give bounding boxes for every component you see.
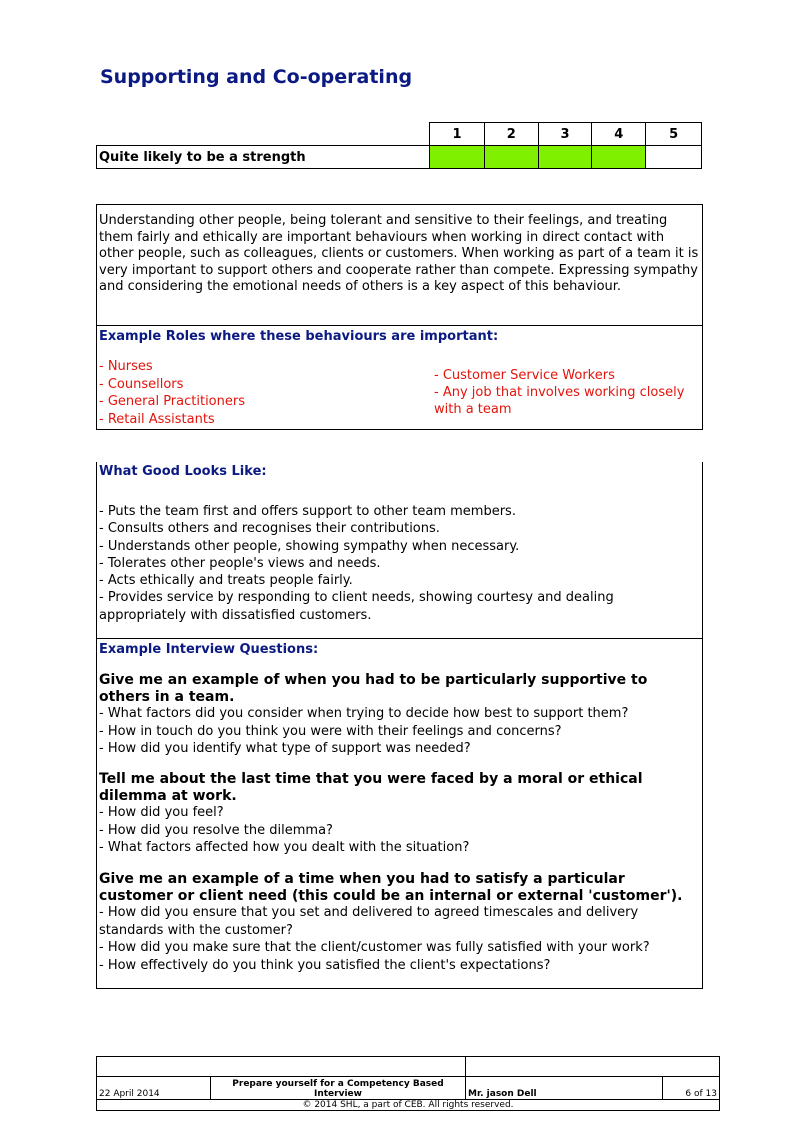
roles-list-left (99, 358, 245, 428)
question-block (99, 871, 699, 974)
footer-date: 22 April 2014 (97, 1077, 211, 1100)
rating-scale-1: 1 (430, 123, 485, 146)
rating-cell-1 (430, 146, 485, 169)
list-item: - How did you identify what type of support was needed? (99, 741, 471, 756)
competency-description: Understanding other people, being tolerant and sensitive to their feelings, and treating them fairly and ethically are important behaviours when working in direct contact with other people, such as colleagues, clients or customers. When working as part of a team it is very important to support others and cooperate rather than compete. Expressing sympathy and considering the emotional needs of others is a key aspect of this behaviour. (99, 213, 699, 294)
divider (97, 325, 702, 326)
rating-scale-3: 3 (538, 123, 592, 146)
footer-doc-title: Prepare yourself for a Competency Based Interview (211, 1077, 466, 1100)
description-box (96, 204, 703, 430)
list-item: - How did you make sure that the client/customer was fully satisfied with your work? (99, 940, 650, 955)
rating-cell-3 (538, 146, 592, 169)
rating-header-spacer (97, 123, 430, 146)
roles-list-right (434, 367, 702, 418)
list-item: - General Practitioners (99, 394, 245, 409)
page-footer (96, 1056, 720, 1113)
list-item: - How in touch do you think you were with their feelings and concerns? (99, 723, 562, 739)
list-item: - How did you resolve the dilemma? (99, 822, 333, 838)
rating-table (96, 122, 702, 169)
page-title: Supporting and Co-operating (100, 66, 413, 88)
behaviours-box (96, 462, 703, 989)
list-item: - Nurses (99, 359, 153, 374)
rating-cell-4 (592, 146, 646, 169)
list-item: - How did you feel? (99, 805, 224, 820)
question-block (99, 771, 699, 857)
rating-label: Quite likely to be a strength (97, 146, 430, 169)
list-item: - What factors did you consider when trying to decide how best to support them? (99, 706, 629, 721)
list-item: - Counsellors (99, 376, 184, 392)
list-item: - How did you ensure that you set and delivered to agreed timescales and delivery standards with the customer? (99, 905, 639, 938)
list-item: - Provides service by responding to client needs, showing courtesy and dealing appropriately with dissatisfied customers. (99, 590, 614, 623)
question-heading: Tell me about the last time that you were faced by a moral or ethical dilemma at work. (99, 771, 643, 804)
good-title: What Good Looks Like: (99, 464, 267, 479)
list-item: - What factors affected how you dealt with the situation? (99, 840, 470, 855)
footer-cell (97, 1057, 466, 1077)
list-item: - Consults others and recognises their contributions. (99, 521, 440, 537)
list-item: - Customer Service Workers (434, 368, 615, 383)
rating-cell-2 (484, 146, 538, 169)
rating-scale-2: 2 (484, 123, 538, 146)
list-item: - Puts the team first and offers support to other team members. (99, 504, 516, 519)
footer-page-number: 6 of 13 (663, 1077, 720, 1100)
rating-cell-5 (646, 146, 702, 169)
question-block (99, 672, 699, 758)
list-item: - Understands other people, showing sympathy when necessary. (99, 538, 520, 554)
question-heading: Give me an example of a time when you had to satisfy a particular customer or client need (this could be an internal or external 'customer'). (99, 871, 683, 904)
list-item: - Acts ethically and treats people fairly. (99, 573, 353, 589)
rating-scale-4: 4 (592, 123, 646, 146)
footer-copyright: © 2014 SHL, a part of CEB. All rights reserved. (97, 1100, 720, 1111)
footer-cell (466, 1057, 720, 1077)
list-item: - Any job that involves working closely with a team (434, 385, 685, 417)
interview-title: Example Interview Questions: (99, 642, 319, 657)
question-heading: Give me an example of when you had to be particularly supportive to others in a team. (99, 672, 648, 705)
roles-title: Example Roles where these behaviours are important: (99, 329, 499, 344)
good-list (99, 503, 699, 624)
list-item: - Retail Assistants (99, 411, 215, 427)
list-item: - How effectively do you think you satisfied the client's expectations? (99, 957, 551, 973)
list-item: - Tolerates other people's views and needs. (99, 555, 381, 571)
divider (97, 638, 702, 639)
footer-name: Mr. jason Dell (466, 1077, 663, 1100)
rating-scale-5: 5 (646, 123, 702, 146)
